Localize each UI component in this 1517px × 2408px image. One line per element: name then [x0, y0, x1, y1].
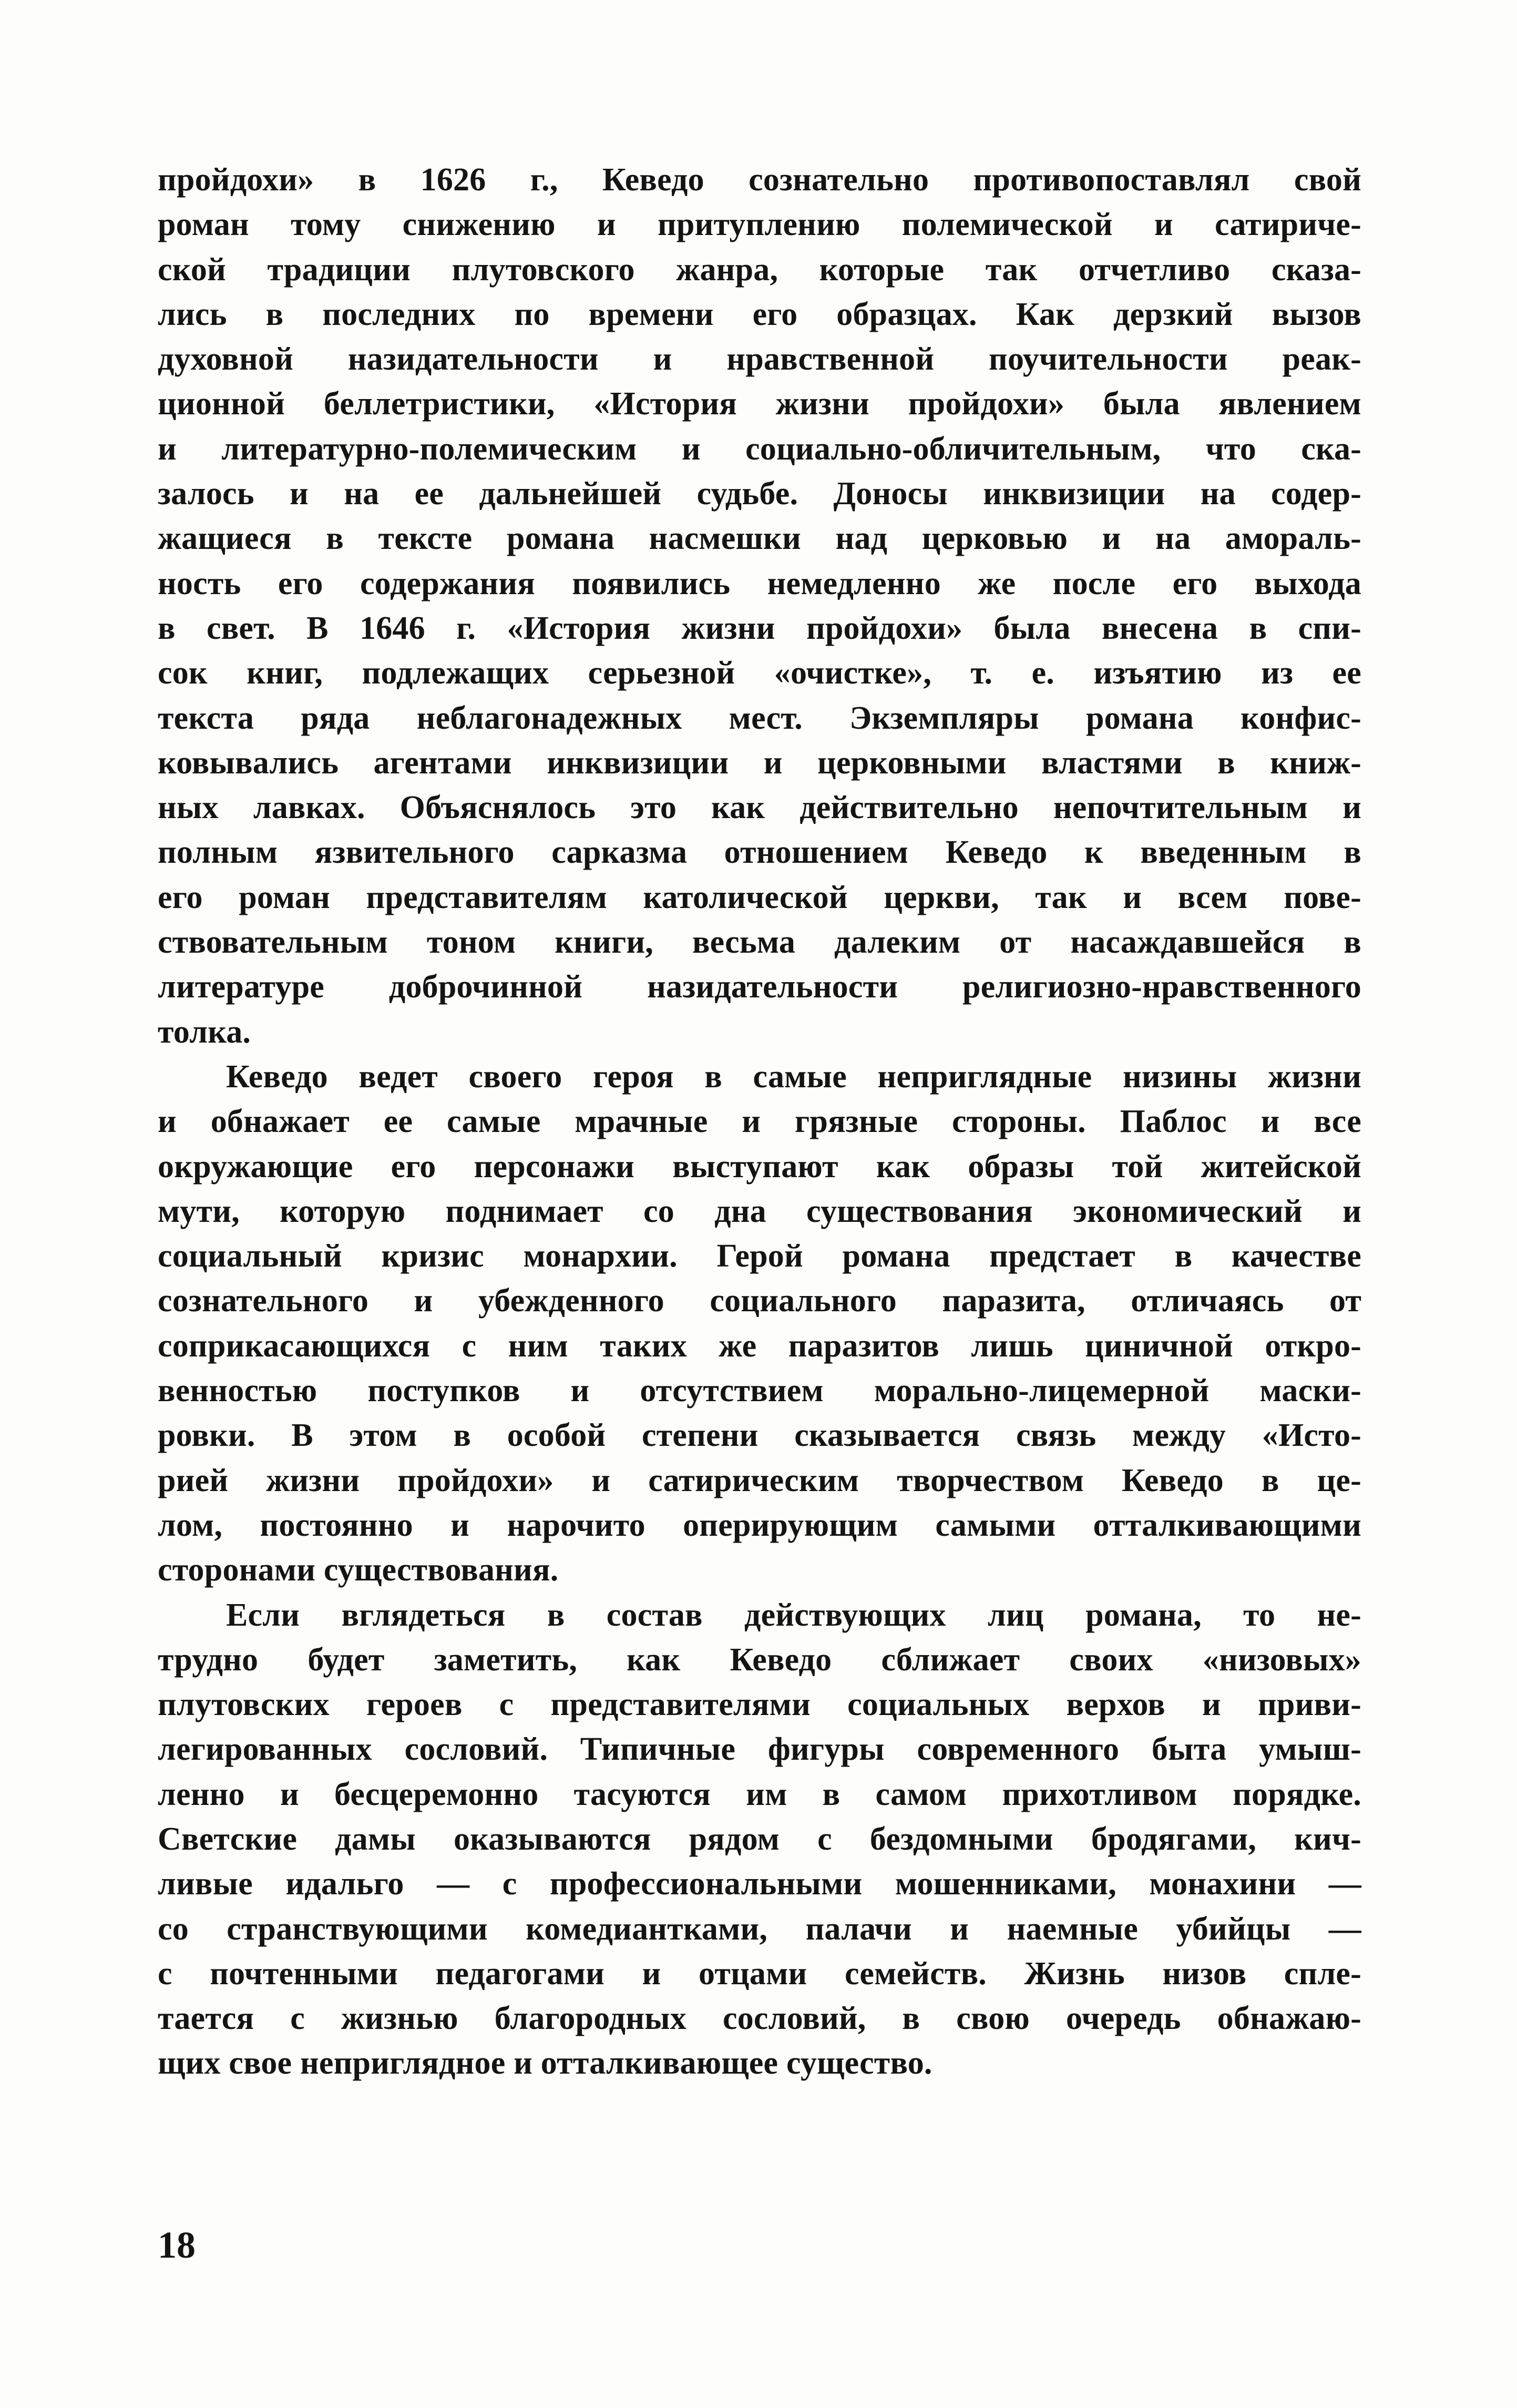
text-line: легированных сословий. Типичные фигуры современного быта умыш-: [158, 1731, 1361, 1768]
text-line: лись в последних по времени его образцах. Как дерзкий вызов: [158, 296, 1361, 332]
text-line: сок книг, подлежащих серьезной «очистке», т. е. изъятию из ее: [158, 655, 1361, 691]
text-line: тается с жизнью благородных сословий, в свою очередь обнажаю-: [158, 2001, 1361, 2037]
text-line: социальный кризис монархии. Герой романа предстает в качестве: [158, 1238, 1361, 1274]
paragraph-1: [158, 158, 1361, 1055]
text-line: Если вглядеться в состав действующих лиц романа, то не-: [226, 1597, 1361, 1633]
text-line: ствовательным тоном книги, весьма далеким от насаждавшейся в: [158, 924, 1361, 961]
text-line: пройдохи» в 1626 г., Кеведо сознательно противопоставлял свой: [158, 162, 1361, 198]
text-line: трудно будет заметить, как Кеведо сближает своих «низовых»: [158, 1641, 1361, 1678]
text-line: ливые идальго — с профессиональными мошенниками, монахини —: [158, 1866, 1361, 1902]
paragraph-2: [158, 1055, 1361, 1593]
text-line: соприкасающихся с ним таких же паразитов лишь циничной откро-: [158, 1328, 1361, 1364]
text-line: плутовских героев с представителями социальных верхов и приви-: [158, 1687, 1361, 1723]
text-line: сторонами существования.: [158, 1552, 559, 1588]
text-line: сознательного и убежденного социального паразита, отличаясь от: [158, 1283, 1361, 1319]
text-line: жащиеся в тексте романа насмешки над церковью и на амораль-: [158, 521, 1361, 557]
text-line: щих свое неприглядное и отталкивающее существо.: [158, 2045, 932, 2082]
text-line: в свет. В 1646 г. «История жизни пройдохи» была внесена в спи-: [158, 610, 1361, 646]
text-line: ных лавках. Объяснялось это как действительно непочтительным и: [158, 790, 1361, 826]
text-line: и обнажает ее самые мрачные и грязные стороны. Паблос и все: [158, 1104, 1361, 1140]
body-text: [158, 158, 1361, 2086]
text-line: ковывались агентами инквизиции и церковными властями в книж-: [158, 744, 1361, 781]
text-line: залось и на ее дальнейшей судьбе. Доносы инквизиции на содер-: [158, 476, 1361, 512]
text-line: духовной назидательности и нравственной поучительности реак-: [158, 341, 1361, 377]
text-line: с почтенными педагогами и отцами семейств. Жизнь низов спле-: [158, 1955, 1361, 1992]
text-line: мути, которую поднимает со дна существования экономический и: [158, 1193, 1361, 1229]
text-line: ность его содержания появились немедленно же после его выхода: [158, 565, 1361, 601]
text-line: и литературно-полемическим и социально-обличительным, что ска-: [158, 431, 1361, 467]
text-line: ционной беллетристики, «История жизни пройдохи» была явлением: [158, 386, 1361, 422]
text-line: ленно и бесцеремонно тасуются им в самом прихотливом порядке.: [158, 1776, 1361, 1812]
text-line: ской традиции плутовского жанра, которые так отчетливо сказа-: [158, 251, 1361, 288]
text-line: ровки. В этом в особой степени сказывается связь между «Исто-: [158, 1417, 1361, 1454]
text-line: толка.: [158, 1014, 251, 1050]
text-line: литературе доброчинной назидательности религиозно-нравственного: [158, 969, 1361, 1005]
text-line: Светские дамы оказываются рядом с бездомными бродягами, кич-: [158, 1821, 1361, 1857]
text-line: Кеведо ведет своего героя в самые неприглядные низины жизни: [226, 1058, 1361, 1095]
text-line: венностью поступков и отсутствием морально-лицемерной маски-: [158, 1373, 1361, 1409]
text-line: текста ряда неблагонадежных мест. Экземпляры романа конфис-: [158, 700, 1361, 736]
text-line: лом, постоянно и нарочито оперирующим самыми отталкивающими: [158, 1507, 1361, 1543]
text-line: рией жизни пройдохи» и сатирическим творчеством Кеведо в це-: [158, 1462, 1361, 1498]
page-number: 18: [158, 2224, 196, 2266]
text-line: полным язвительного сарказма отношением Кеведо к введенным в: [158, 834, 1361, 871]
text-line: его роман представителям католической церкви, так и всем пове-: [158, 879, 1361, 915]
text-line: окружающие его персонажи выступают как образы той житейской: [158, 1148, 1361, 1185]
paragraph-3: [158, 1593, 1361, 2086]
text-line: роман тому снижению и притуплению полемической и сатириче-: [158, 207, 1361, 243]
text-line: со странствующими комедиантками, палачи и наемные убийцы —: [158, 1911, 1361, 1947]
